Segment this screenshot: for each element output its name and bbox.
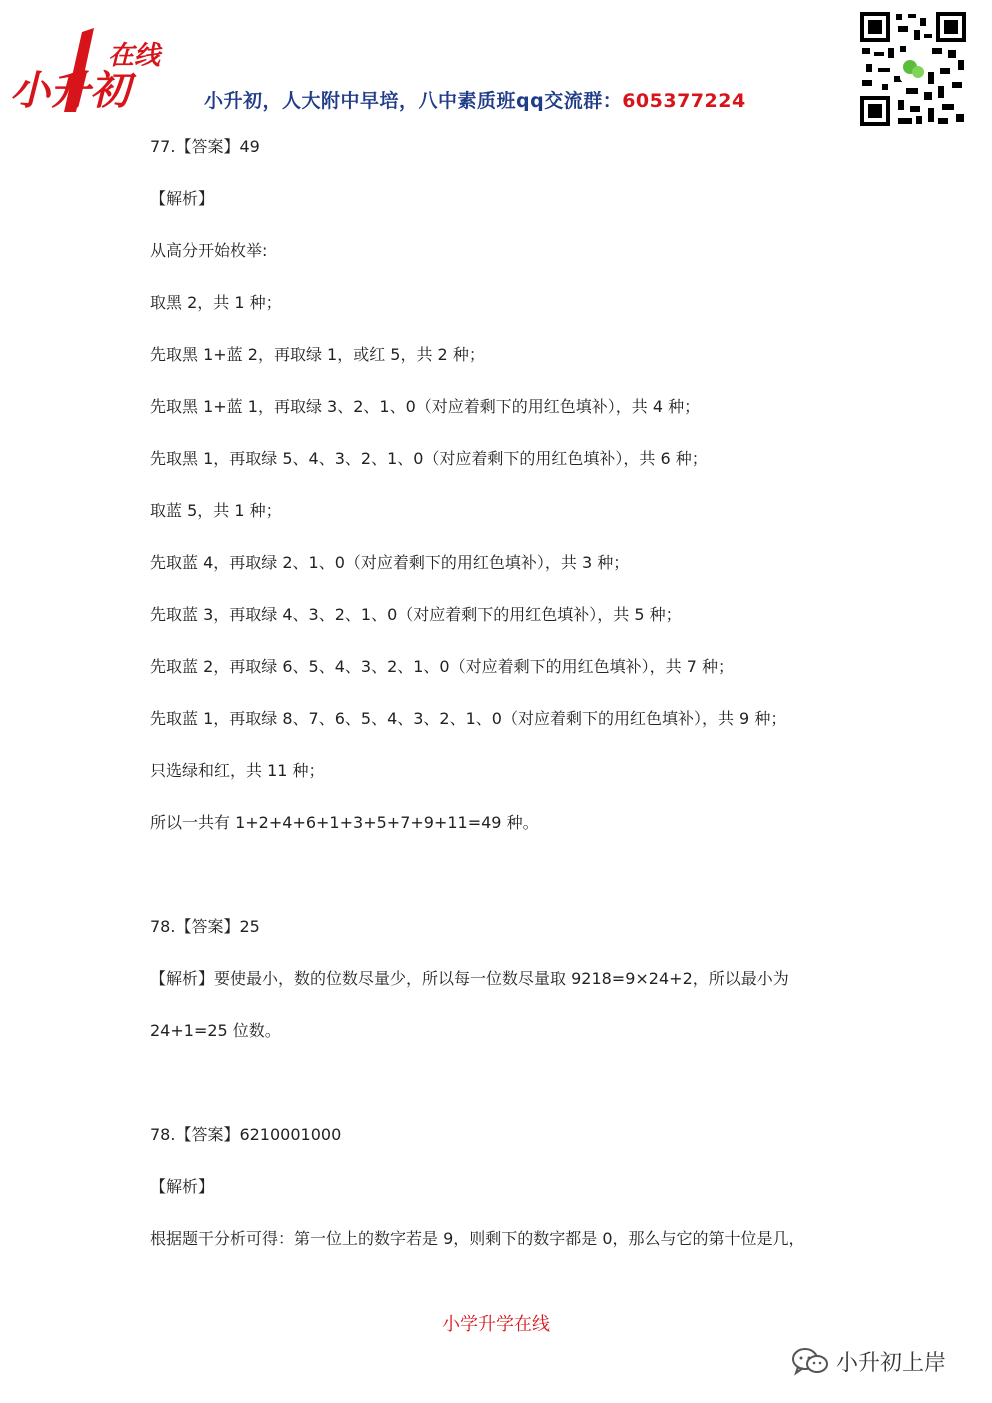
text-line: 先取黑 1+蓝 1，再取绿 3、2、1、0（对应着剩下的用红色填补），共 4 种； <box>150 397 701 416</box>
logo-main: 小升初 <box>10 68 130 114</box>
text-line: 先取黑 1，再取绿 5、4、3、2、1、0（对应着剩下的用红色填补），共 6 种； <box>150 449 708 468</box>
text-line: 先取蓝 4，再取绿 2、1、0（对应着剩下的用红色填补），共 3 种； <box>150 553 630 572</box>
text-line: 从高分开始枚举: <box>150 241 268 260</box>
analysis-label: 【解析】 <box>150 1177 215 1196</box>
text-line: 取蓝 5，共 1 种； <box>150 501 282 520</box>
text-line: 先取蓝 1，再取绿 8、7、6、5、4、3、2、1、0（对应着剩下的用红色填补），共 9 种； <box>150 709 787 728</box>
logo-graphic <box>10 24 180 116</box>
text-line: 所以一共有 1+2+4+6+1+3+5+7+9+11=49 种。 <box>150 813 539 832</box>
answer-78-heading: 78.【答案】25 <box>150 917 260 936</box>
text-line: 根据题干分析可得：第一位上的数字若是 9，则剩下的数字都是 0，那么与它的第十位是几， <box>150 1229 805 1248</box>
text-line: 只选绿和红，共 11 种； <box>150 761 325 780</box>
text-line: 取黑 2，共 1 种； <box>150 293 282 312</box>
text-line: 先取蓝 2，再取绿 6、5、4、3、2、1、0（对应着剩下的用红色填补），共 7 种； <box>150 657 734 676</box>
group-number: 605377224 <box>622 90 746 112</box>
text-line: 24+1=25 位数。 <box>150 1021 281 1040</box>
group-info <box>204 86 746 113</box>
qr-code-icon <box>858 10 968 128</box>
text-line: 先取蓝 3，再取绿 4、3、2、1、0（对应着剩下的用红色填补），共 5 种； <box>150 605 682 624</box>
group-text: 小升初，人大附中早培，八中素质班qq交流群： <box>204 90 623 112</box>
wechat-account-name: 小升初上岸 <box>836 1351 947 1376</box>
footer-brand: 小学升学在线 <box>442 1314 550 1335</box>
text-line: 【解析】要使最小，数的位数尽量少，所以每一位数尽量取 9218=9×24+2，所以最小为 <box>150 969 789 988</box>
logo-tag: 在线 <box>108 41 161 71</box>
brand-logo <box>10 24 180 116</box>
answer-78b-heading: 78.【答案】6210001000 <box>150 1125 342 1144</box>
wechat-icon <box>790 1346 830 1376</box>
analysis-label: 【解析】 <box>150 189 215 208</box>
answer-77-heading: 77.【答案】49 <box>150 137 260 156</box>
wechat-account <box>790 1344 970 1376</box>
text-line: 先取黑 1+蓝 2，再取绿 1，或红 5，共 2 种； <box>150 345 485 364</box>
